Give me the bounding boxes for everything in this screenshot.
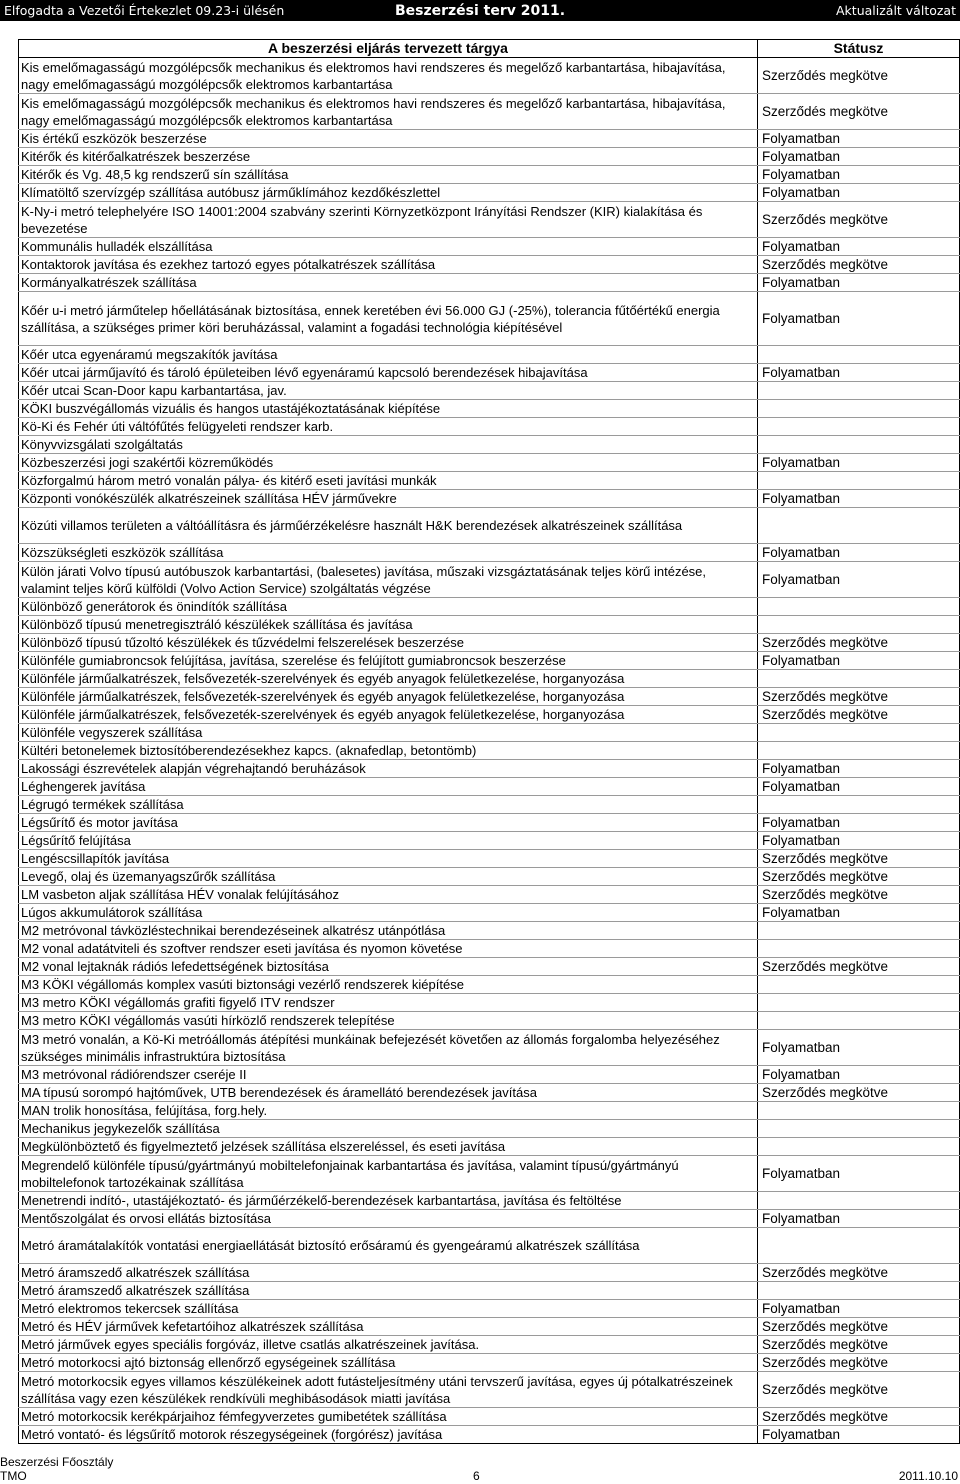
procurement-status: Szerződés megkötve — [758, 202, 960, 238]
procurement-subject: Légsűrítő felújítása — [19, 832, 758, 850]
procurement-subject: Különféle járműalkatrészek, felsővezeték-szerelvények és egyéb anyagok felületkezelése, horganyozása — [19, 688, 758, 706]
table-row — [19, 1102, 960, 1120]
procurement-subject: Kö-Ki és Fehér úti váltófűtés felügyeleti rendszer karb. — [19, 418, 758, 436]
procurement-status — [758, 436, 960, 454]
table-row — [19, 1336, 960, 1354]
procurement-status: Folyamatban — [758, 130, 960, 148]
procurement-status: Folyamatban — [758, 364, 960, 382]
table-row — [19, 850, 960, 868]
table-row — [19, 976, 960, 994]
procurement-subject: Kormányalkatrészek szállítása — [19, 274, 758, 292]
table-row — [19, 274, 960, 292]
procurement-subject: Közbeszerzési jogi szakértői közreműködés — [19, 454, 758, 472]
table-row — [19, 724, 960, 742]
procurement-subject: Légsűrítő és motor javítása — [19, 814, 758, 832]
procurement-subject: Kőér utca egyenáramú megszakítók javítása — [19, 346, 758, 364]
procurement-status: Szerződés megkötve — [758, 1084, 960, 1102]
procurement-status — [758, 1012, 960, 1030]
procurement-status: Folyamatban — [758, 1030, 960, 1066]
table-row — [19, 832, 960, 850]
procurement-status — [758, 796, 960, 814]
procurement-subject: Központi vonókészülék alkatrészeinek szállítása HÉV járművekre — [19, 490, 758, 508]
table-row — [19, 130, 960, 148]
procurement-status — [758, 1138, 960, 1156]
table-row — [19, 166, 960, 184]
table-row — [19, 1426, 960, 1444]
procurement-subject: Különféle járműalkatrészek, felsővezeték-szerelvények és egyéb anyagok felületkezelése, horganyozása — [19, 670, 758, 688]
procurement-subject: Kőér utcai Scan-Door kapu karbantartása, jav. — [19, 382, 758, 400]
table-body — [19, 58, 960, 1444]
table-row — [19, 544, 960, 562]
procurement-subject: Lúgos akkumulátorok szállítása — [19, 904, 758, 922]
table-row — [19, 742, 960, 760]
procurement-status — [758, 1282, 960, 1300]
procurement-subject: Lakossági észrevételek alapján végrehajtandó beruházások — [19, 760, 758, 778]
table-row — [19, 688, 960, 706]
table-row — [19, 760, 960, 778]
procurement-status: Folyamatban — [758, 562, 960, 598]
procurement-subject: Kitérők és Vg. 48,5 kg rendszerű sín szállítása — [19, 166, 758, 184]
procurement-status: Folyamatban — [758, 760, 960, 778]
table-row — [19, 256, 960, 274]
procurement-subject: Kőér u-i metró járműtelep hőellátásának biztosítása, ennek keretében évi 56.000 GJ (-25%), tolerancia fűtőértékű energia szállítása, a szükséges primer köri beruházással, valamint a fogadási technológia kiépítésével — [19, 292, 758, 346]
procurement-subject: Metró vontató- és légsűrítő motorok részegységeinek (forgórész) javítása — [19, 1426, 758, 1444]
procurement-subject: Kültéri betonelemek biztosítóberendezésekhez kapcs. (aknafedlap, betontömb) — [19, 742, 758, 760]
table-row — [19, 652, 960, 670]
table-row — [19, 634, 960, 652]
procurement-status — [758, 472, 960, 490]
table-row — [19, 1012, 960, 1030]
table-row — [19, 1318, 960, 1336]
version-note: Aktualizált változat — [836, 3, 956, 18]
procurement-subject: MA típusú sorompó hajtóművek, UTB berendezések és áramellátó berendezések javítása — [19, 1084, 758, 1102]
procurement-subject: KÖKI buszvégállomás vizuális és hangos utastájékoztatásának kiépítése — [19, 400, 758, 418]
procurement-status: Folyamatban — [758, 148, 960, 166]
procurement-status: Szerződés megkötve — [758, 94, 960, 130]
procurement-subject: Különböző típusú menetregisztráló készülékek szállítása és javítása — [19, 616, 758, 634]
procurement-subject: M3 KÖKI végállomás komplex vasúti biztonsági vezérlő rendszerek kiépítése — [19, 976, 758, 994]
procurement-status: Folyamatban — [758, 832, 960, 850]
procurement-subject: Légrugó termékek szállítása — [19, 796, 758, 814]
footer-department: Beszerzési Főosztály — [0, 1455, 114, 1469]
procurement-status: Folyamatban — [758, 1210, 960, 1228]
procurement-subject: M2 metróvonal távközléstechnikai berendezéseinek alkatrész utánpótlása — [19, 922, 758, 940]
procurement-status: Szerződés megkötve — [758, 868, 960, 886]
procurement-subject: Kommunális hulladék elszállítása — [19, 238, 758, 256]
procurement-status: Folyamatban — [758, 292, 960, 346]
table-row — [19, 346, 960, 364]
procurement-status — [758, 1102, 960, 1120]
procurement-subject: Különböző generátorok és önindítók szállítása — [19, 598, 758, 616]
procurement-status — [758, 346, 960, 364]
table-row — [19, 1066, 960, 1084]
procurement-subject: Metró motorkocsi ajtó biztonság ellenőrző egységeinek szállítása — [19, 1354, 758, 1372]
table-row — [19, 94, 960, 130]
procurement-status: Folyamatban — [758, 544, 960, 562]
procurement-subject: M3 metróvonal rádiórendszer cseréje II — [19, 1066, 758, 1084]
table-row — [19, 1210, 960, 1228]
procurement-subject: Metró járművek egyes speciális forgóváz, illetve csatlás alkatrészeinek javítása. — [19, 1336, 758, 1354]
table-row — [19, 1228, 960, 1264]
procurement-status — [758, 994, 960, 1012]
procurement-status: Folyamatban — [758, 1066, 960, 1084]
procurement-subject: M2 vonal adatátviteli és szoftver rendszer eseti javítása és nyomon követése — [19, 940, 758, 958]
table-row — [19, 1138, 960, 1156]
page-footer — [0, 1455, 960, 1484]
procurement-subject: Mentőszolgálat és orvosi ellátás biztosítása — [19, 1210, 758, 1228]
procurement-status: Folyamatban — [758, 814, 960, 832]
procurement-status: Folyamatban — [758, 1156, 960, 1192]
table-row — [19, 886, 960, 904]
table-row — [19, 1156, 960, 1192]
table-row — [19, 1300, 960, 1318]
procurement-status: Szerződés megkötve — [758, 1264, 960, 1282]
procurement-status: Folyamatban — [758, 238, 960, 256]
table-row — [19, 1282, 960, 1300]
procurement-status — [758, 382, 960, 400]
procurement-subject: Metró áramszedő alkatrészek szállítása — [19, 1264, 758, 1282]
procurement-status: Folyamatban — [758, 184, 960, 202]
procurement-subject: M3 metro KÖKI végállomás vasúti hírközlő rendszerek telepítése — [19, 1012, 758, 1030]
procurement-subject: Különböző típusú tűzoltó készülékek és tűzvédelmi felszerelések beszerzése — [19, 634, 758, 652]
procurement-subject: Metró motorkocsik egyes villamos készülékeinek adott futásteljesítmény utáni tervszerű javítása, egyes új pótalkatrészeinek szállítása vagy ezen készülékek rendkívüli meghibásodások miatti javítása — [19, 1372, 758, 1408]
procurement-subject: Különféle gumiabroncsok felújítása, javítása, szerelése és felújított gumiabroncsok beszerzése — [19, 652, 758, 670]
table-row — [19, 1354, 960, 1372]
procurement-status: Szerződés megkötve — [758, 706, 960, 724]
table-row — [19, 958, 960, 976]
procurement-subject: Könyvvizsgálati szolgáltatás — [19, 436, 758, 454]
table-row — [19, 796, 960, 814]
procurement-status — [758, 400, 960, 418]
procurement-status: Szerződés megkötve — [758, 1354, 960, 1372]
procurement-status: Szerződés megkötve — [758, 256, 960, 274]
table-row — [19, 490, 960, 508]
table-row — [19, 436, 960, 454]
procurement-subject: Különféle vegyszerek szállítása — [19, 724, 758, 742]
table-header-row — [19, 40, 960, 58]
procurement-status — [758, 616, 960, 634]
procurement-subject: Kis emelőmagasságú mozgólépcsők mechanikus és elektromos havi rendszeres és megelőző karbantartása, hibajavítása, nagy emelőmagasságú mozgólépcsők elektromos karbantartása — [19, 58, 758, 94]
table-row — [19, 994, 960, 1012]
table-row — [19, 238, 960, 256]
procurement-status: Folyamatban — [758, 490, 960, 508]
table-row — [19, 868, 960, 886]
procurement-status — [758, 922, 960, 940]
footer-date: 2011.10.10 — [898, 1469, 958, 1483]
procurement-status: Szerződés megkötve — [758, 958, 960, 976]
procurement-status — [758, 742, 960, 760]
procurement-subject: Kontaktorok javítása és ezekhez tartozó egyes pótalkatrészek szállítása — [19, 256, 758, 274]
page-number: 6 — [473, 1469, 480, 1483]
procurement-subject: K-Ny-i metró telephelyére ISO 14001:2004 szabvány szerinti Környzetközpont Irányítási Rendszer (KIR) kialakítása és bevezetése — [19, 202, 758, 238]
procurement-status: Szerződés megkötve — [758, 850, 960, 868]
procurement-subject: Különféle járműalkatrészek, felsővezeték-szerelvények és egyéb anyagok felületkezelése, horganyozása — [19, 706, 758, 724]
table-row — [19, 472, 960, 490]
procurement-subject: Metró elektromos tekercsek szállítása — [19, 1300, 758, 1318]
procurement-subject: Klímatöltő szervízgép szállítása autóbusz járműklímához kezdőkészlettel — [19, 184, 758, 202]
table-row — [19, 562, 960, 598]
procurement-subject: Léghengerek javítása — [19, 778, 758, 796]
procurement-table — [18, 39, 960, 1444]
table-row — [19, 508, 960, 544]
procurement-subject: Metró motorkocsik kerékpárjaihoz fémfegyverzetes gumibetétek szállítása — [19, 1408, 758, 1426]
procurement-status: Szerződés megkötve — [758, 1318, 960, 1336]
procurement-status: Szerződés megkötve — [758, 1372, 960, 1408]
table-row — [19, 1084, 960, 1102]
page-header — [0, 0, 960, 21]
procurement-subject: M3 metro KÖKI végállomás grafiti figyelő ITV rendszer — [19, 994, 758, 1012]
table-row — [19, 904, 960, 922]
table-row — [19, 184, 960, 202]
procurement-subject: Megrendelő különféle típusú/gyártmányú mobiltelefonjainak karbantartása és javítása, valamint típusú/gyártmányú mobiltelefonok tartozékainak szállítása — [19, 1156, 758, 1192]
column-header-status: Státusz — [758, 40, 960, 58]
procurement-status: Szerződés megkötve — [758, 886, 960, 904]
procurement-status: Folyamatban — [758, 904, 960, 922]
procurement-status — [758, 1120, 960, 1138]
procurement-subject: Közúti villamos területen a váltóállításra és járműérzékelésre használt H&K berendezések alkatrészeinek szállítása — [19, 508, 758, 544]
procurement-status — [758, 940, 960, 958]
procurement-status — [758, 598, 960, 616]
procurement-subject: Metró és HÉV járművek kefetartóihoz alkatrészek szállítása — [19, 1318, 758, 1336]
procurement-subject: Menetrendi indító-, utastájékoztató- és járműérzékelő-berendezések karbantartása, javítása és feltöltése — [19, 1192, 758, 1210]
procurement-status: Szerződés megkötve — [758, 634, 960, 652]
procurement-subject: Lengéscsillapítók javítása — [19, 850, 758, 868]
table-row — [19, 1030, 960, 1066]
procurement-subject: Metró áramszedő alkatrészek szállítása — [19, 1282, 758, 1300]
table-row — [19, 814, 960, 832]
procurement-status: Szerződés megkötve — [758, 1408, 960, 1426]
table-row — [19, 706, 960, 724]
procurement-subject: LM vasbeton aljak szállítása HÉV vonalak felújításához — [19, 886, 758, 904]
procurement-status: Folyamatban — [758, 652, 960, 670]
table-row — [19, 418, 960, 436]
footer-org: TMO — [0, 1469, 27, 1483]
table-row — [19, 778, 960, 796]
procurement-subject: MAN trolik honosítása, felújítása, forg.hely. — [19, 1102, 758, 1120]
table-row — [19, 1372, 960, 1408]
procurement-subject: Kitérők és kitérőalkatrészek beszerzése — [19, 148, 758, 166]
procurement-status: Folyamatban — [758, 274, 960, 292]
procurement-subject: Kőér utcai járműjavító és tároló épületeiben lévő egyenáramú kapcsoló berendezések hibajavítása — [19, 364, 758, 382]
document-title: Beszerzési terv 2011. — [394, 2, 566, 19]
table-row — [19, 454, 960, 472]
table-row — [19, 1264, 960, 1282]
procurement-status — [758, 508, 960, 544]
procurement-subject: Közforgalmú három metró vonalán pálya- és kitérő eseti javítási munkák — [19, 472, 758, 490]
procurement-status: Folyamatban — [758, 166, 960, 184]
table-row — [19, 670, 960, 688]
approval-note: Elfogadta a Vezetői Értekezlet 09.23-i ülésén — [4, 3, 285, 18]
procurement-status — [758, 976, 960, 994]
procurement-status — [758, 418, 960, 436]
table-row — [19, 400, 960, 418]
table-row — [19, 1408, 960, 1426]
procurement-subject: Közszükségleti eszközök szállítása — [19, 544, 758, 562]
procurement-status: Folyamatban — [758, 454, 960, 472]
table-row — [19, 292, 960, 346]
procurement-status — [758, 724, 960, 742]
procurement-status: Folyamatban — [758, 1426, 960, 1444]
procurement-subject: Mechanikus jegykezelők szállítása — [19, 1120, 758, 1138]
procurement-status — [758, 670, 960, 688]
procurement-status — [758, 1192, 960, 1210]
procurement-subject: Kis emelőmagasságú mozgólépcsők mechanikus és elektromos havi rendszeres és megelőző karbantartása, hibajavítása, nagy emelőmagasságú mozgólépcsők elektromos karbantartása — [19, 94, 758, 130]
procurement-subject: Megkülönböztető és figyelmeztető jelzések szállítása elszereléssel, és eseti javítása — [19, 1138, 758, 1156]
table-row — [19, 148, 960, 166]
procurement-status: Folyamatban — [758, 1300, 960, 1318]
procurement-status — [758, 1228, 960, 1264]
table-row — [19, 922, 960, 940]
table-row — [19, 382, 960, 400]
procurement-status: Folyamatban — [758, 778, 960, 796]
procurement-subject: M3 metró vonalán, a Kö-Ki metróállomás átépítési munkáinak befejezését követően az állomás forgalomba helyezéséhez szükséges minimális infrastruktúra biztosítása — [19, 1030, 758, 1066]
table-row — [19, 940, 960, 958]
procurement-status: Szerződés megkötve — [758, 1336, 960, 1354]
column-header-subject: A beszerzési eljárás tervezett tárgya — [19, 40, 758, 58]
table-row — [19, 598, 960, 616]
procurement-status: Szerződés megkötve — [758, 58, 960, 94]
table-row — [19, 364, 960, 382]
procurement-subject: Külön járati Volvo típusú autóbuszok karbantartási, (balesetes) javítása, műszaki vizsgáztatásának teljes körű intézése, valamint teljes körű külföldi (Volvo Action Service) szolgáltatás végzése — [19, 562, 758, 598]
procurement-status: Szerződés megkötve — [758, 688, 960, 706]
table-row — [19, 1120, 960, 1138]
table-row — [19, 616, 960, 634]
procurement-subject: M2 vonal lejtaknák rádiós lefedettségének biztosítása — [19, 958, 758, 976]
procurement-subject: Levegő, olaj és üzemanyagszűrők szállítása — [19, 868, 758, 886]
procurement-subject: Metró áramátalakítók vontatási energiaellátását biztosító erősáramú és gyengeáramú alkatrészek szállítása — [19, 1228, 758, 1264]
table-row — [19, 58, 960, 94]
table-row — [19, 1192, 960, 1210]
procurement-subject: Kis értékű eszközök beszerzése — [19, 130, 758, 148]
table-row — [19, 202, 960, 238]
